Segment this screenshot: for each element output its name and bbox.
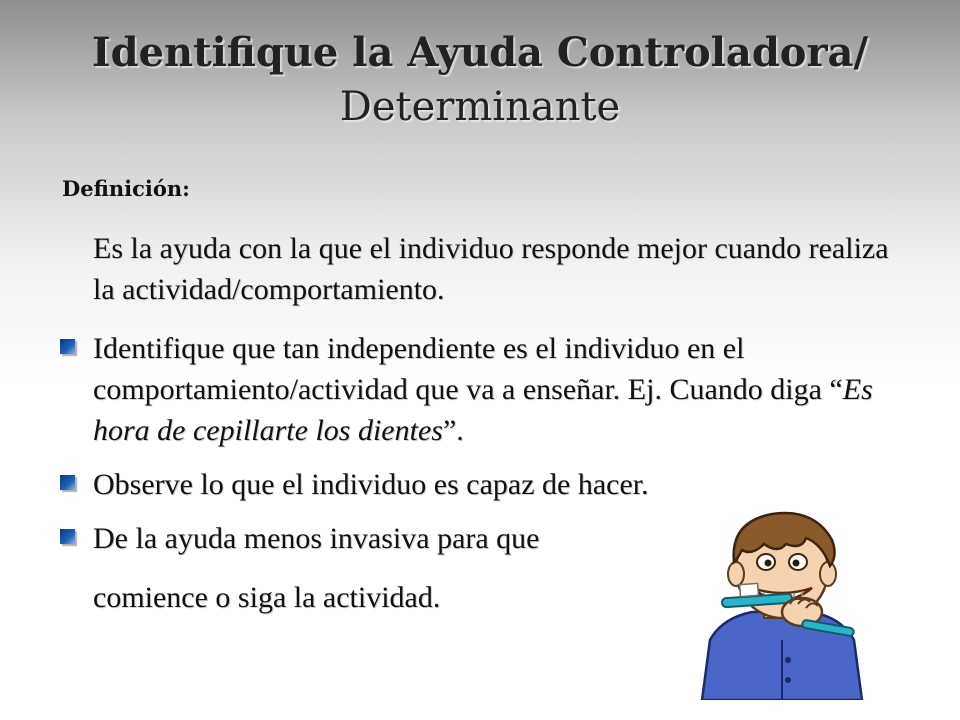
slide-title <box>0 26 960 134</box>
bullet-item <box>60 464 900 505</box>
boy-brushing-teeth-icon <box>682 500 882 700</box>
square-bullet-icon <box>60 529 75 544</box>
square-bullet-icon <box>60 475 75 490</box>
bullet-text: Observe lo que el individuo es capaz de hacer. <box>93 468 649 501</box>
square-bullet-icon <box>60 339 75 354</box>
bullet-text-part: Identifique que tan independiente es el individuo en el comportamiento/actividad que va a enseñar. Ej. Cuando diga “ <box>93 332 843 406</box>
title-line-2: Determinante <box>339 84 621 130</box>
definition-paragraph <box>93 228 893 310</box>
bullet-text-end: ”. <box>442 414 464 447</box>
definition-text: Es la ayuda con la que el individuo responde mejor cuando realiza la actividad/comportamiento. <box>93 232 889 306</box>
bullet-item <box>60 328 900 451</box>
title-line-1: Identifique la Ayuda Controladora/ <box>91 29 869 76</box>
bullet-italic-quote: Es hora de cepillarte los dientes <box>93 373 873 447</box>
definition-label: Definición: <box>62 176 190 201</box>
continuation-line: comience o siga la actividad. <box>93 581 441 614</box>
bullet-text: De la ayuda menos invasiva para que <box>93 522 540 555</box>
